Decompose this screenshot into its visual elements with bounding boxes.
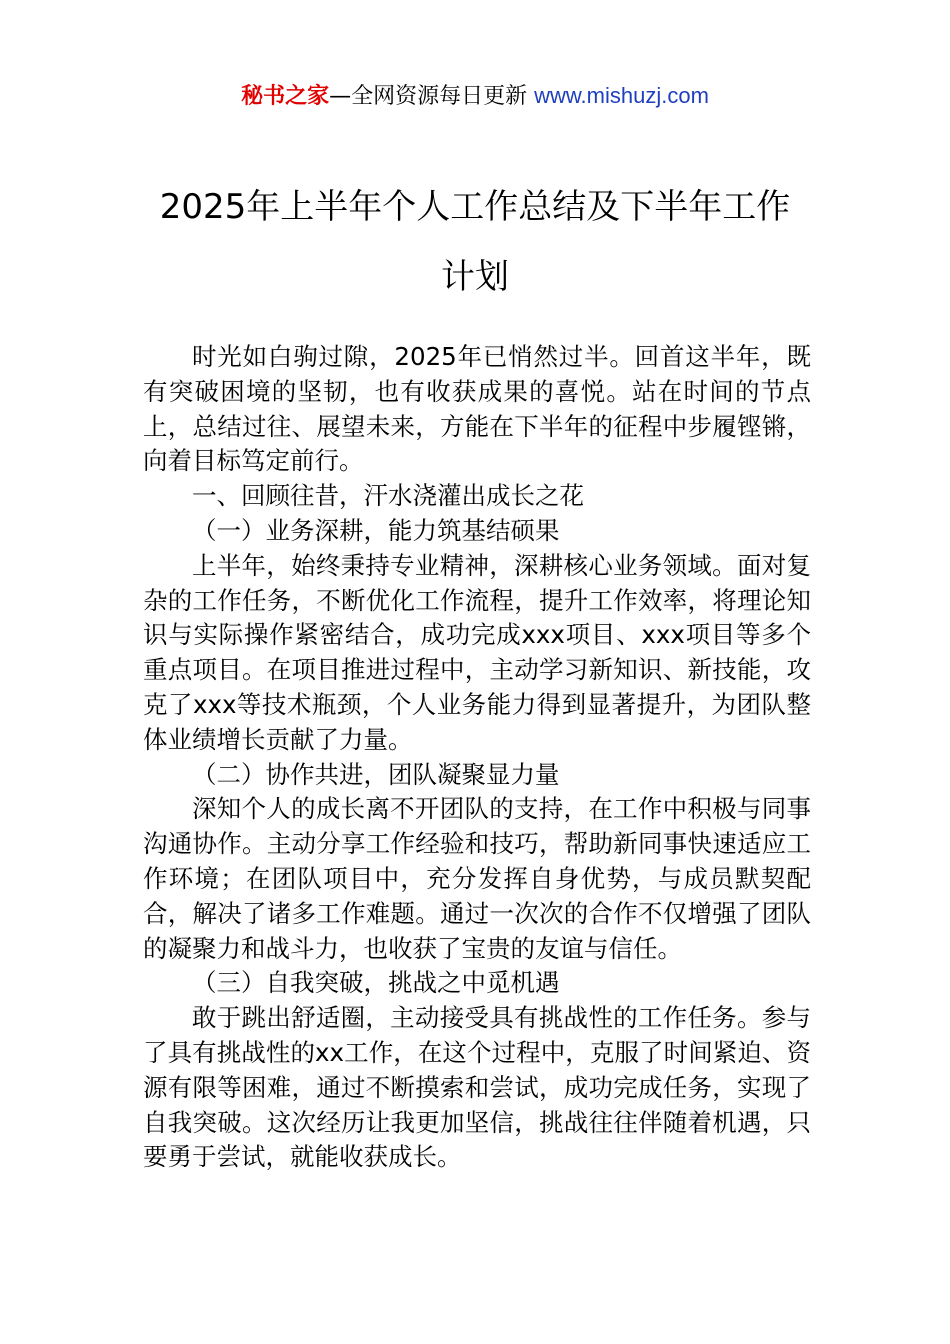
document-title	[140, 172, 810, 312]
body-paragraph: 上半年，始终秉持专业精神，深耕核心业务领域。面对复杂的工作任务，不断优化工作流程，提升工作效率，将理论知识与实际操作紧密结合，成功完成xxx项目、xxx项目等多个重点项目。在项目推进过程中，主动学习新知识、新技能，攻克了xxx等技术瓶颈，个人业务能力得到显著提升，为团队整体业绩增长贡献了力量。	[143, 550, 811, 754]
body-paragraph: 敢于跳出舒适圈，主动接受具有挑战性的工作任务。参与了具有挑战性的xx工作，在这个过程中，克服了时间紧迫、资源有限等困难，通过不断摸索和尝试，成功完成任务，实现了自我突破。这次经历让我更加坚信，挑战往往伴随着机遇，只要勇于尝试，就能收获成长。	[143, 1003, 811, 1172]
subheading-1: （一）业务深耕，能力筑基结硕果	[192, 515, 560, 545]
title-line-1: 2025年上半年个人工作总结及下半年工作	[159, 187, 791, 227]
site-header	[0, 80, 950, 113]
section-heading-1: 一、回顾往昔，汗水浇灌出成长之花	[192, 481, 584, 511]
body-paragraph: 深知个人的成长离不开团队的支持，在工作中积极与同事沟通协作。主动分享工作经验和技巧，帮助新同事快速适应工作环境；在团队项目中，充分发挥自身优势，与成员默契配合，解决了诸多工作难题。通过一次次的合作不仅增强了团队的凝聚力和战斗力，也收获了宝贵的友谊与信任。	[143, 794, 811, 963]
subheading-2: （二）协作共进，团队凝聚显力量	[192, 759, 560, 789]
header-tagline: —全网资源每日更新	[329, 84, 535, 109]
intro-paragraph: 时光如白驹过隙，2025年已悄然过半。回首这半年，既有突破困境的坚韧，也有收获成果的喜悦。站在时间的节点上，总结过往、展望未来，方能在下半年的征程中步履铿锵，向着目标笃定前行。	[143, 342, 811, 476]
subheading-3: （三）自我突破，挑战之中觅机遇	[192, 968, 560, 998]
title-line-2: 计划	[441, 257, 509, 297]
document-body	[143, 340, 811, 1175]
site-link[interactable]: www.mishuzj.com	[534, 83, 709, 108]
brand-name: 秘书之家	[241, 84, 330, 109]
